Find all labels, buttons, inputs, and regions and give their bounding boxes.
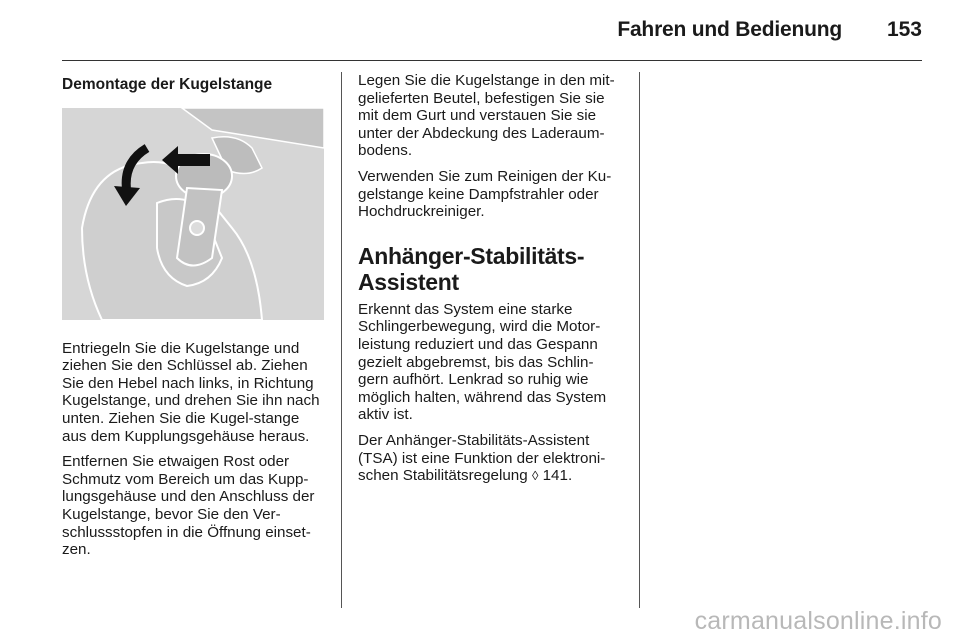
section-title-line-2: Assistent [358, 268, 459, 295]
page-reference-icon: ◊ [531, 468, 539, 484]
towbar-removal-illustration [62, 108, 324, 320]
column-divider-left [341, 72, 342, 608]
left-column [62, 72, 324, 567]
paragraph: Erkennt das System eine starke Schlingerbewegung, wird die Motor-leistung reduziert und das Gespann gezielt abgebremst, bis das Schlin-gern aufhört. Lenkrad so ruhig wie möglich halten, während das System aktiv ist. [358, 300, 607, 424]
middle-column [358, 72, 623, 493]
watermark: carmanualsonline.info [694, 607, 942, 635]
paragraph [358, 432, 623, 485]
paragraph: Legen Sie die Kugelstange in den mit-gelieferten Beutel, befestigen Sie sie mit dem Gurt und verstauen Sie sie unter der Abdeckung des Laderaum-bodens. [358, 72, 615, 160]
page-header [62, 18, 922, 48]
section-title-line-1: Anhänger-Stabilitäts- [358, 242, 585, 269]
paragraph: Verwenden Sie zum Reinigen der Ku-gelstange keine Dampfstrahler oder Hochdruckreiniger. [358, 167, 612, 221]
paragraph: Entfernen Sie etwaigen Rost oder Schmutz vom Bereich um das Kupp-lungsgehäuse und den Anschluss der Kugelstange, bevor Sie den Ver-schlussstopfen in die Öffnung einset-zen. [62, 453, 315, 559]
paragraph-text: Der Anhänger-Stabilitäts-Assistent (TSA) ist eine Funktion der elektroni-schen Stabilitätsregelung [358, 431, 606, 485]
column-divider-right [639, 72, 640, 608]
page-reference-link[interactable]: 141. [542, 467, 573, 485]
page-number: 153 [886, 18, 922, 41]
paragraph: Entriegeln Sie die Kugelstange und ziehen Sie den Schlüssel ab. Ziehen Sie den Hebel nach links, in Richtung Kugelstange, und drehen Sie ihn nach unten. Ziehen Sie die Kugel-stange aus dem Kupplungsgehäuse heraus. [62, 339, 320, 445]
section-heading: Demontage der Kugelstange [62, 76, 273, 93]
section-title [358, 243, 623, 295]
header-title: Fahren und Bedienung [617, 18, 842, 41]
header-divider [62, 60, 922, 61]
